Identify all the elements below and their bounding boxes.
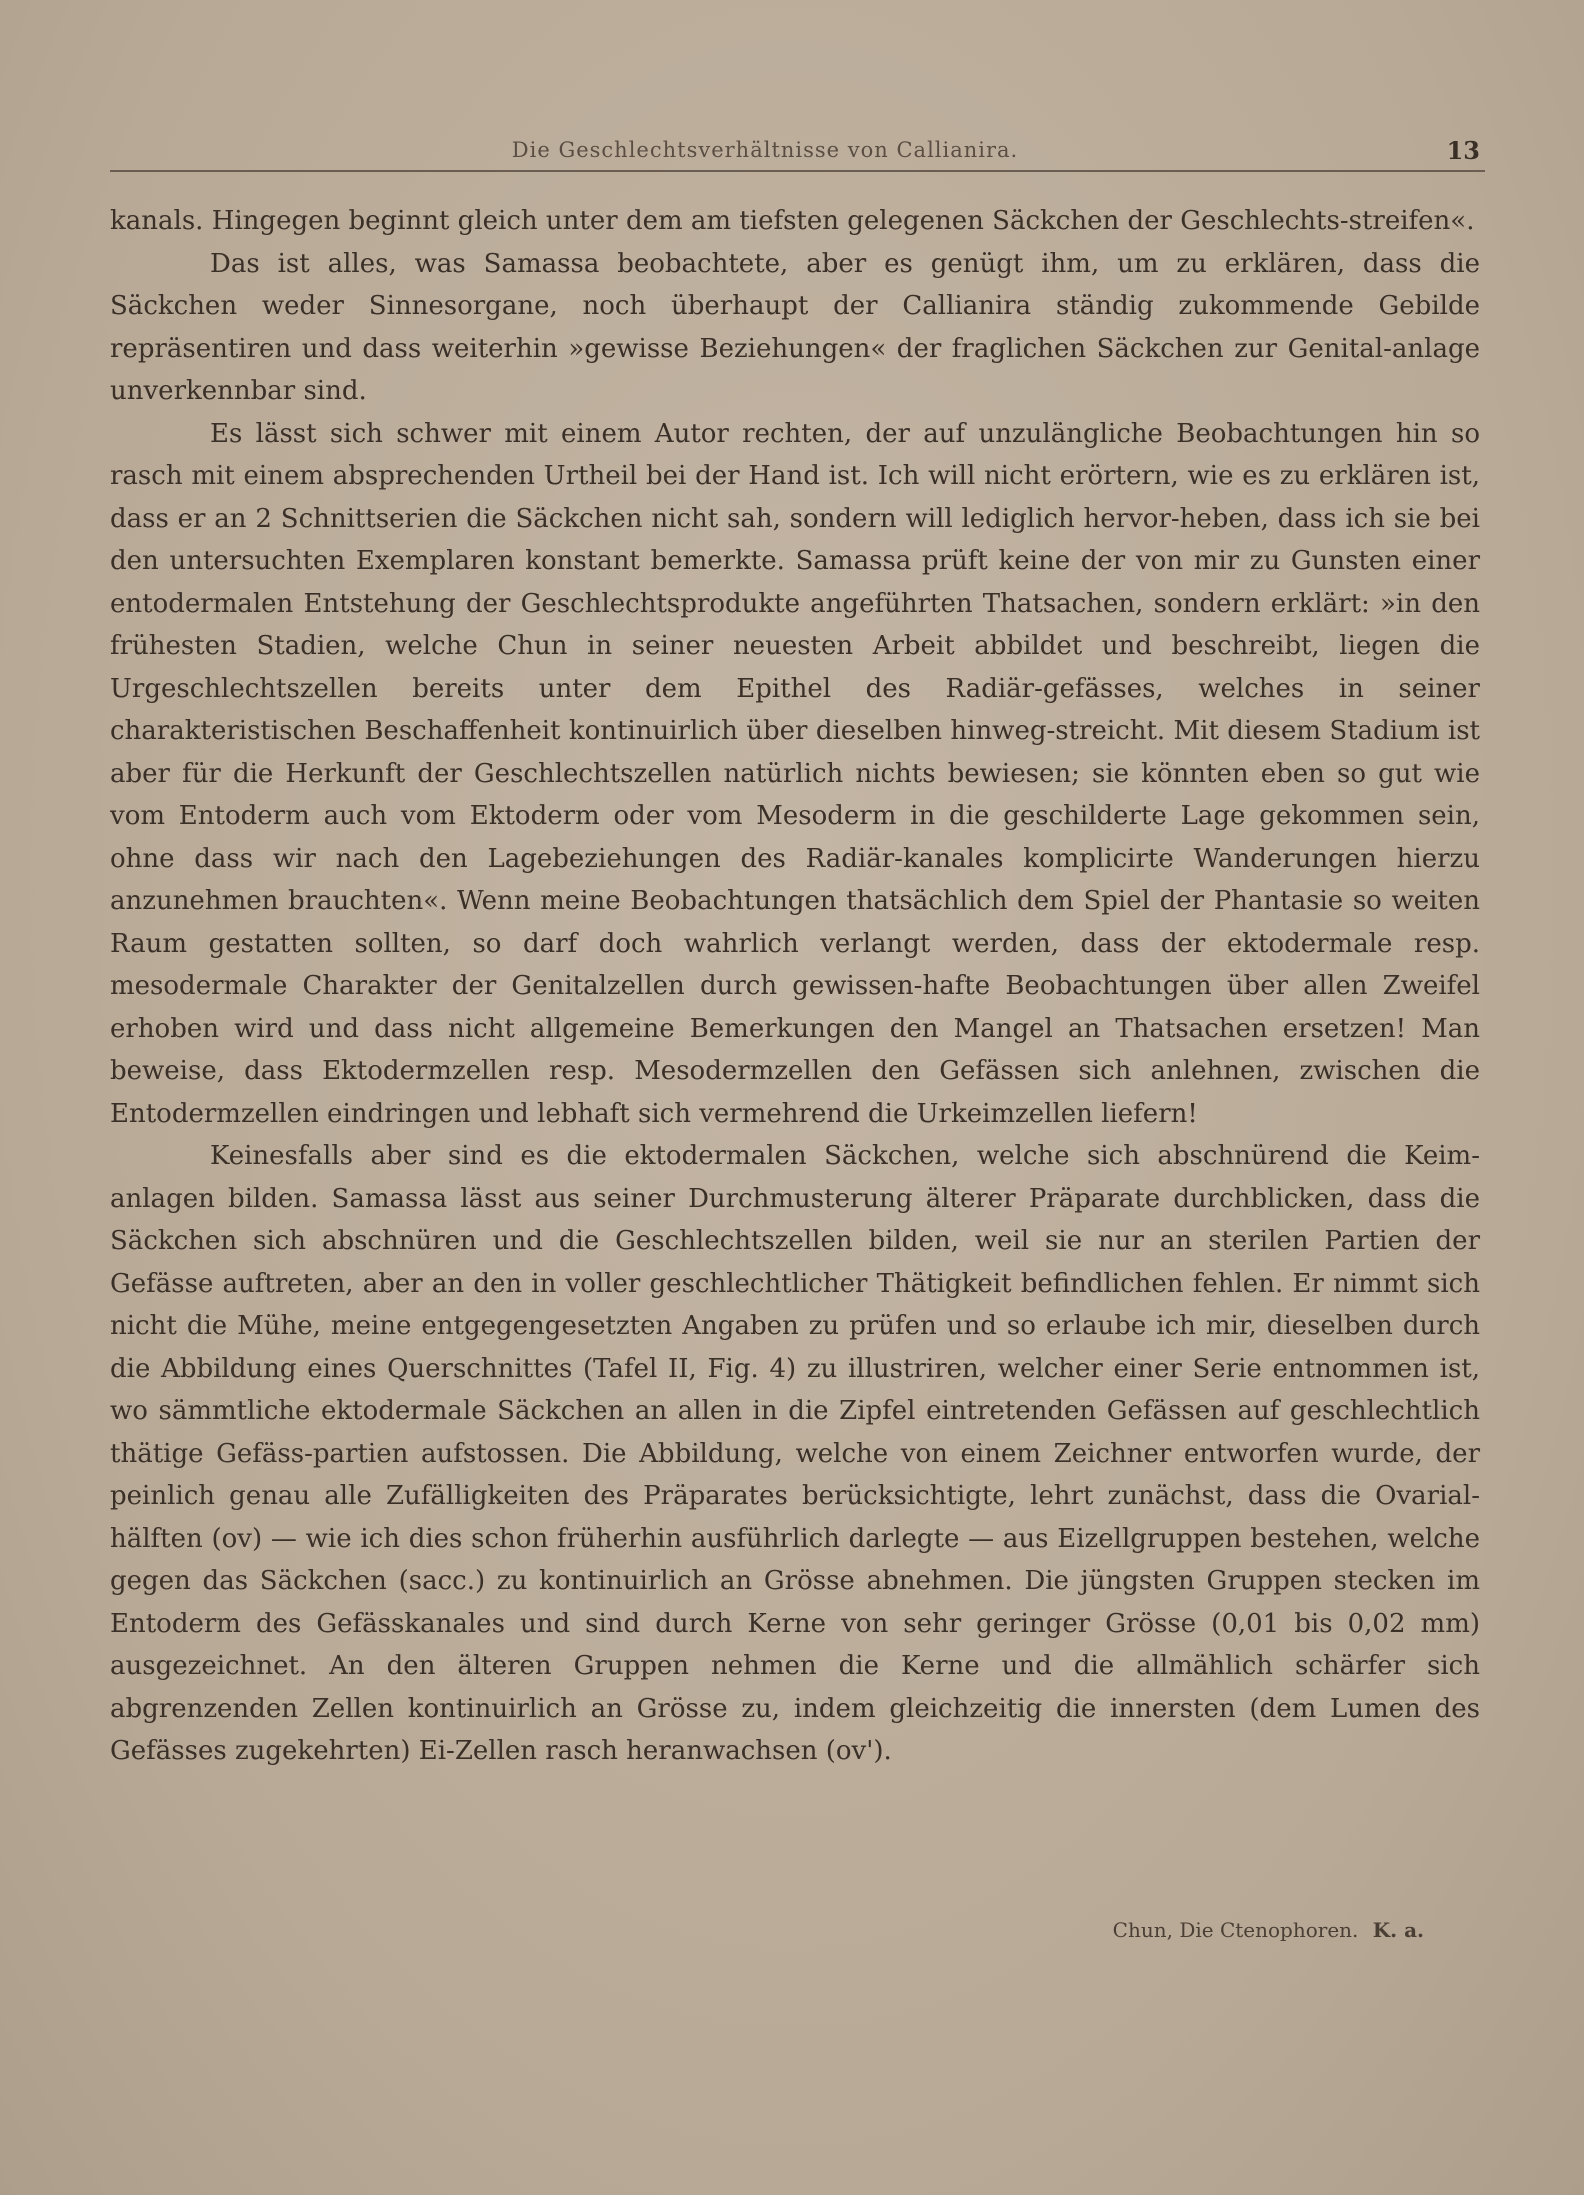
- header-rule: [110, 170, 1485, 172]
- paragraph: Es lässt sich schwer mit einem Autor rechten, der auf unzulängliche Beobachtungen hin so rasch mit einem absprechenden Urtheil bei der Hand ist. Ich will nicht erörtern, wie es zu erklären ist, dass er an 2 Schnittserien die Säckchen nicht sah, sondern will lediglich hervor-heben, dass ich sie bei den untersuchten Exemplaren konstant bemerkte. Samassa prüft keine der von mir zu Gunsten einer entodermalen Entstehung der Geschlechtsprodukte angeführten Thatsachen, sondern erklärt: »in den frühesten Stadien, welche Chun in seiner neuesten Arbeit abbildet und beschreibt, liegen die Urgeschlechtszellen bereits unter dem Epithel des Radiär-gefässes, welches in seiner charakteristischen Beschaffenheit kontinuirlich über dieselben hinweg-streicht. Mit diesem Stadium ist aber für die Herkunft der Geschlechtszellen natürlich nichts bewiesen; sie könnten eben so gut wie vom Entoderm auch vom Ektoderm oder vom Mesoderm in die geschilderte Lage gekommen sein, ohne dass wir nach den Lagebeziehungen des Radiär-kanales komplicirte Wanderungen hierzu anzunehmen brauchten«. Wenn meine Beobachtungen thatsächlich dem Spiel der Phantasie so weiten Raum gestatten sollten, so darf doch wahrlich verlangt werden, dass der ektodermale resp. mesodermale Charakter der Genitalzellen durch gewissen-hafte Beobachtungen über allen Zweifel erhoben wird und dass nicht allgemeine Bemerkungen den Mangel an Thatsachen ersetzen! Man beweise, dass Ektodermzellen resp. Mesodermzellen den Gefässen sich anlehnen, zwischen die Entodermzellen eindringen und lebhaft sich vermehrend die Urkeimzellen liefern!: [110, 418, 1480, 1129]
- body-text: [110, 200, 1480, 1773]
- paragraph: Das ist alles, was Samassa beobachtete, aber es genügt ihm, um zu erklären, dass die Säckchen weder Sinnesorgane, noch überhaupt der Callianira ständig zukommende Gebilde repräsentiren und dass weiterhin »gewisse Beziehungen« der fraglichen Säckchen zur Genital-anlage unverkennbar sind.: [110, 248, 1480, 406]
- running-title: Die Geschlechtsverhältnisse von Callianira.: [511, 138, 1019, 162]
- page-number: 13: [1446, 136, 1480, 165]
- running-header: [110, 138, 1480, 174]
- paragraph: kanals. Hingegen beginnt gleich unter dem am tiefsten gelegenen Säckchen der Geschlechts-streifen«.: [110, 206, 1475, 236]
- signature-mark: K. a.: [1372, 1918, 1424, 1942]
- signature-text: Chun, Die Ctenophoren.: [1112, 1918, 1359, 1942]
- paragraph: Keinesfalls aber sind es die ektodermalen Säckchen, welche sich abschnürend die Keim-anlagen bilden. Samassa lässt aus seiner Durchmusterung älterer Präparate durchblicken, dass die Säckchen sich abschnüren und die Geschlechtszellen bilden, weil sie nur an sterilen Partien der Gefässe auftreten, aber an den in voller geschlechtlicher Thätigkeit befindlichen fehlen. Er nimmt sich nicht die Mühe, meine entgegengesetzten Angaben zu prüfen und so erlaube ich mir, dieselben durch die Abbildung eines Querschnittes (Tafel II, Fig. 4) zu illustriren, welcher einer Serie entnommen ist, wo sämmtliche ektodermale Säckchen an allen in die Zipfel eintretenden Gefässen auf geschlechtlich thätige Gefäss-partien aufstossen. Die Abbildung, welche von einem Zeichner entworfen wurde, der peinlich genau alle Zufälligkeiten des Präparates berücksichtigte, lehrt zunächst, dass die Ovarial-hälften (ov) — wie ich dies schon früherhin ausführlich darlegte — aus Eizellgruppen bestehen, welche gegen das Säckchen (sacc.) zu kontinuirlich an Grösse abnehmen. Die jüngsten Gruppen stecken im Entoderm des Gefässkanales und sind durch Kerne von sehr geringer Grösse (0,01 bis 0,02 mm) ausgezeichnet. An den älteren Gruppen nehmen die Kerne und die allmählich schärfer sich abgrenzenden Zellen kontinuirlich an Grösse zu, indem gleichzeitig die innersten (dem Lumen des Gefässes zugekehrten) Ei-Zellen rasch heranwachsen (ov').: [110, 1141, 1480, 1766]
- signature-line: [1113, 1918, 1424, 1942]
